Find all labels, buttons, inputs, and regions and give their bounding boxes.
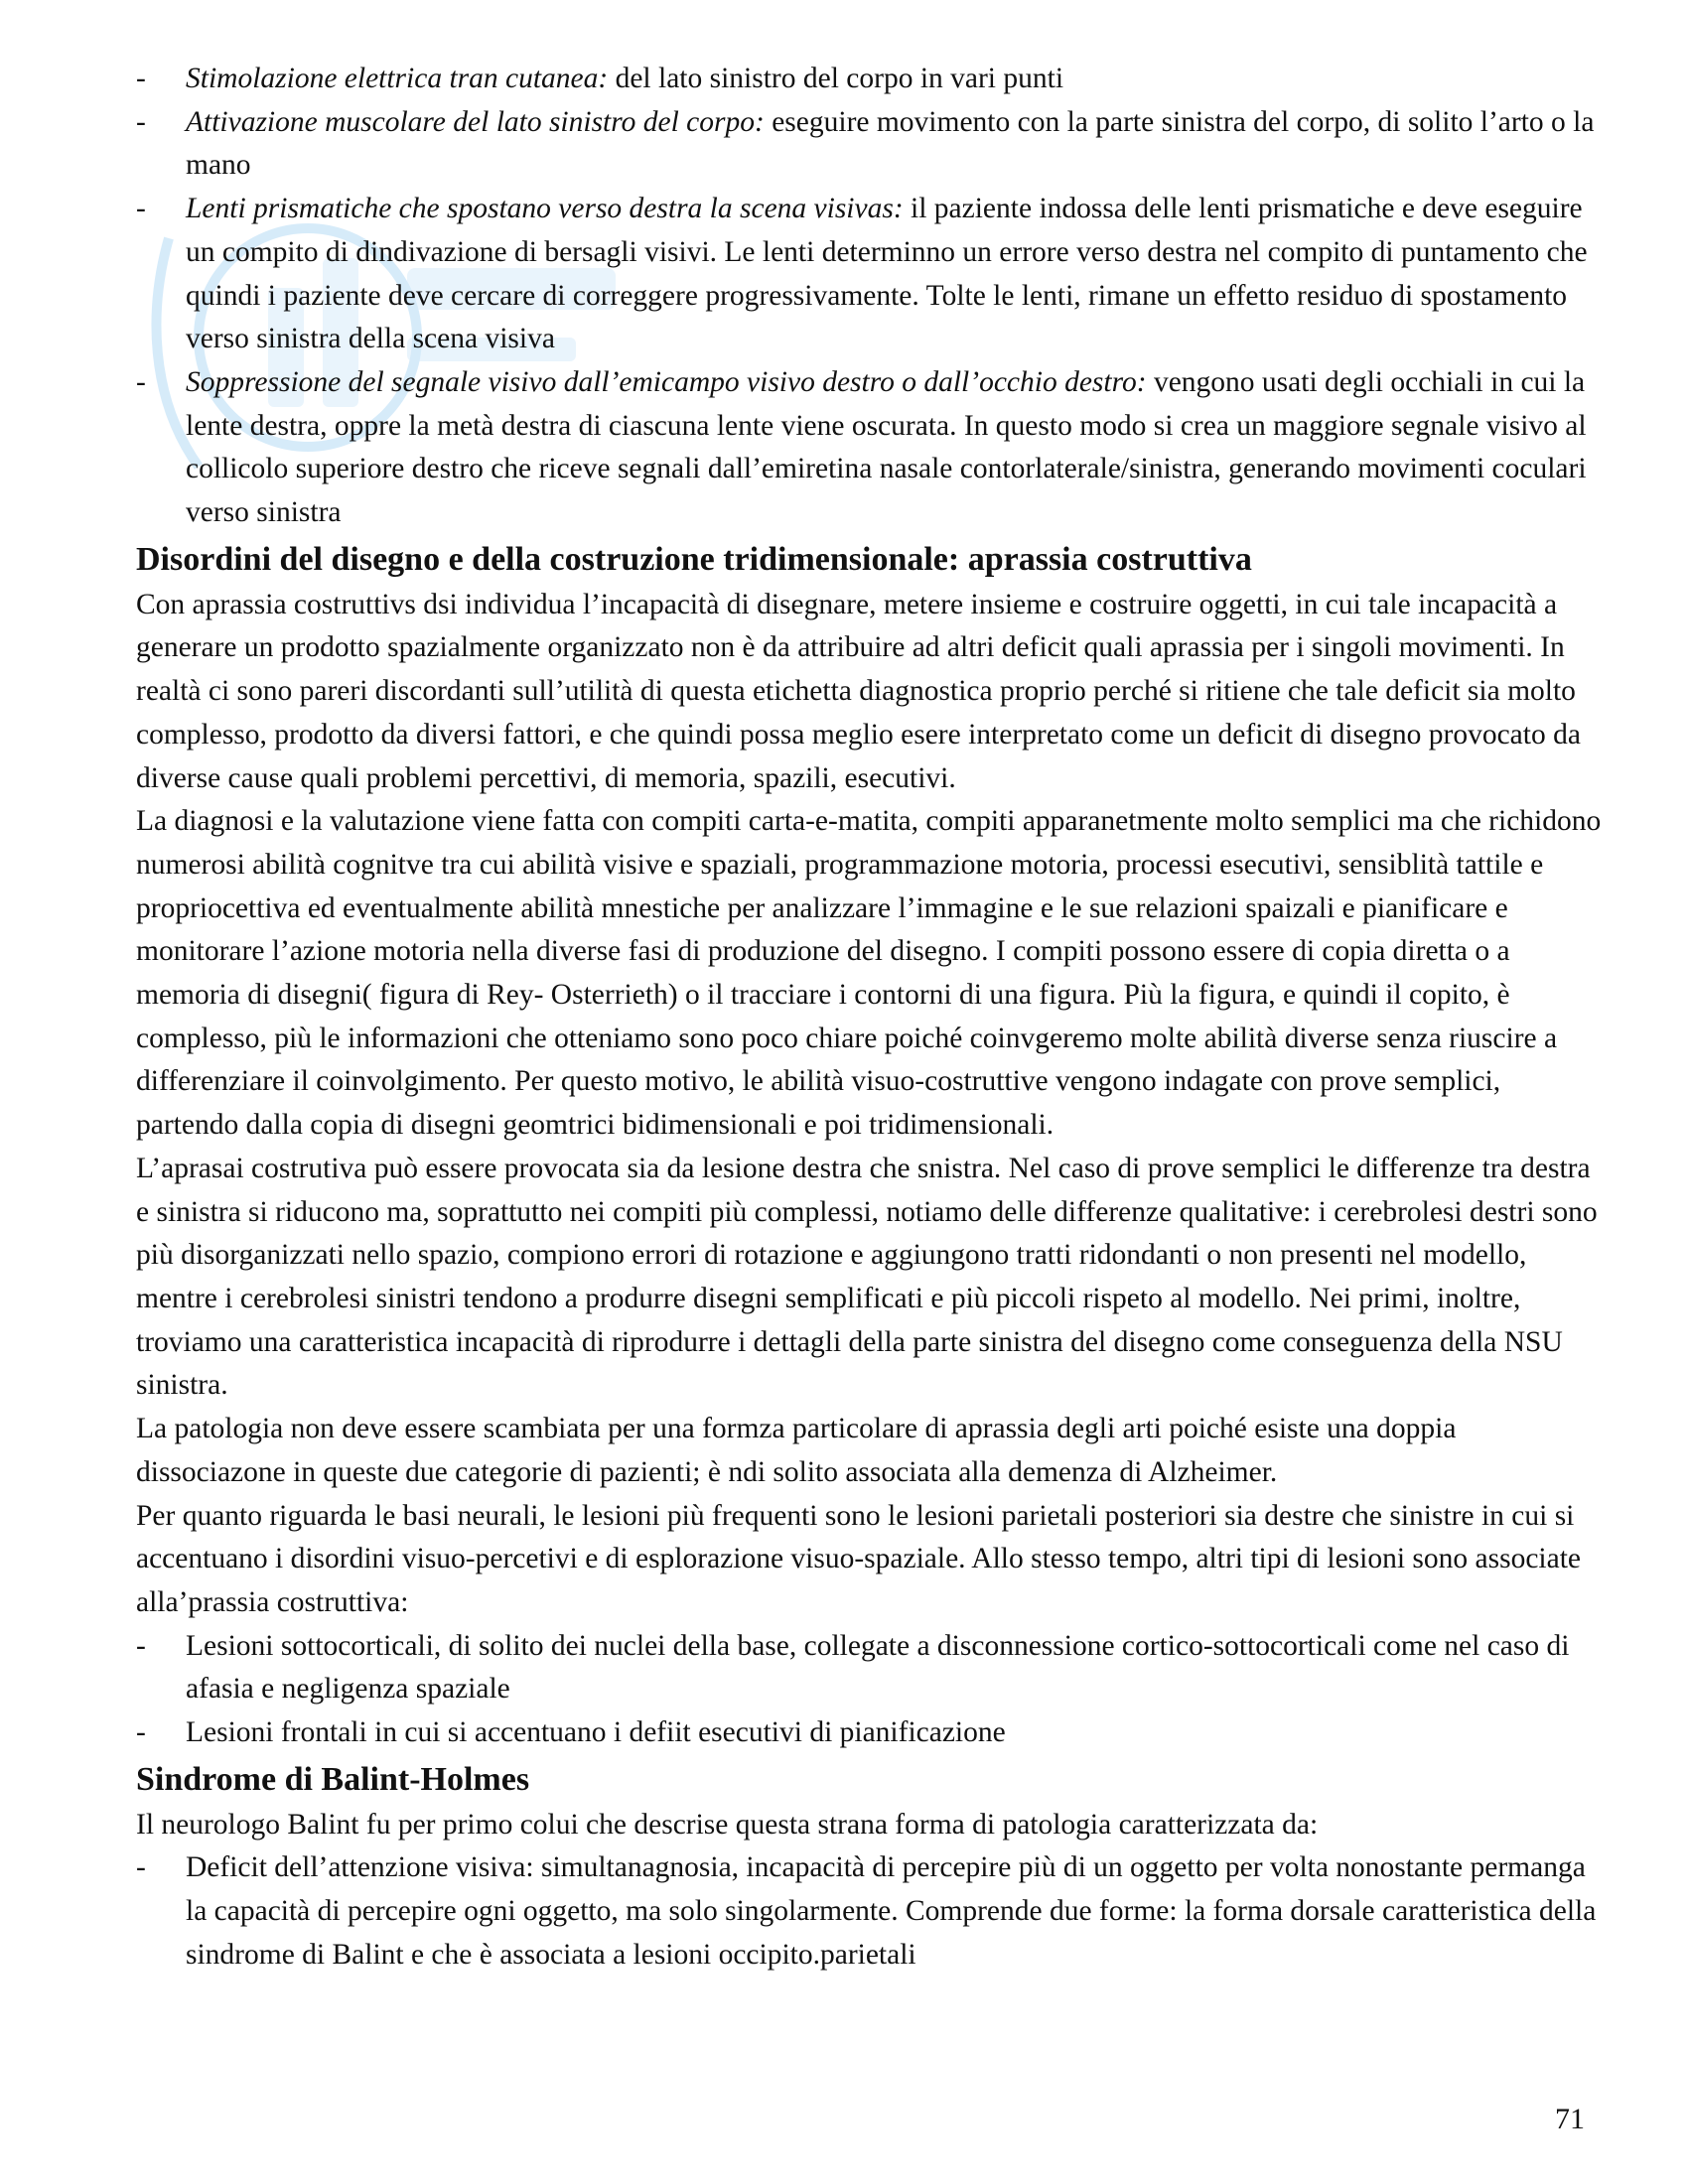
bullet-dash: - xyxy=(136,63,146,94)
paragraph: Il neurologo Balint fu per primo colui che descrise questa strana forma di patologia caratterizzata da: xyxy=(136,1808,1319,1841)
paragraph: La patologia non deve essere scambiata per una formza particolare di aprassia degli arti poiché esiste una doppia dissociazone in queste due categorie di pazienti; è ndi solito associata alla demenza di Alzheimer. xyxy=(136,1413,1457,1488)
list-item xyxy=(136,361,1606,535)
paragraph: L’aprasai costrutiva può essere provocata sia da lesione destra che snistra. Nel caso di prove semplici le differenze tra destra e sinistra si riducono ma, soprattutto nei compiti più complessi, notiamo delle differenze qualitative: i cerebrolesi destri sono più disorganizzati nello spazio, compiono errori di rotazione e aggiungono tratti ridondanti o non presenti nel modello, mentre i cerebrolesi sinistri tendono a produrre disegni semplificati e più piccoli rispeto al modello. Nei primi, inoltre, troviamo una caratteristica incapacità di riprodurre i dettagli della parte sinistra del disegno come conseguenza della NSU sinistra. xyxy=(136,1152,1598,1402)
bullet-dash: - xyxy=(136,1851,146,1884)
paragraph: Con aprassia costruttivs dsi individua l’incapacità di disegnare, metere insieme e costruire oggetti, in cui tale incapacità a generare un prodotto spazialmente organizzato non è da attribuire ad altri deficit quali aprassia per i singoli movimenti. In realtà ci sono pareri discordanti sull’utilità di questa etichetta diagnostica proprio perché si ritiene che tale deficit sia molto complesso, prodotto da diversi fattori, e che quindi possa meglio esere interpretato come un deficit di disegno provocato da diverse cause quali problemi percettivi, di memoria, spazili, esecutivi. xyxy=(136,588,1581,794)
bullet-text: Deficit dell’attenzione visiva: simultanagnosia, incapacità di percepire più di un oggetto per volta nonostante permanga la capacità di percepire ogni oggetto, ma solo singolarmente. Comprende due forme: la forma dorsale caratteristica della sindrome di Balint e che è associata a lesioni occipito.parietali xyxy=(186,1851,1597,1971)
list-item xyxy=(136,58,1606,101)
bullet-text: il paziente indossa delle lenti prismatiche e deve eseguire un compito di dindivazione di bersagli visivi. Le lenti determinno un errore verso destra nel compito di puntamento che quindi i paziente deve cercare di correggere progressivamente. Tolte le lenti, rimane un effetto residuo di spostamento verso sinistra della scena visiva xyxy=(186,193,1588,355)
bullet-lead: Attivazione muscolare del lato sinistro del corpo: xyxy=(186,105,765,138)
document-page xyxy=(136,58,1606,1978)
section-heading-balint: Sindrome di Balint-Holmes xyxy=(136,1760,530,1798)
bullet-lead: Stimolazione elettrica tran cutanea: xyxy=(186,63,609,94)
list-item xyxy=(136,1625,1606,1711)
list-item xyxy=(136,1711,1606,1755)
paragraph: La diagnosi e la valutazione viene fatta con compiti carta-e-matita, compiti apparanetmente molto semplici ma che richidono numerosi abilità cognitve tra cui abilità visive e spaziali, programmazione motoria, processi esecutivi, sensiblità tattile e propriocettiva ed eventualmente abilità mnestiche per analizzare l’immagine e le sue relazioni spaizali e pianificare e monitorare l’azione motoria nella diverse fasi di produzione del disegno. I compiti possono essere di copia diretta o a memoria di disegni( figura di Rey- Osterrieth) o il tracciare i contorni di una figura. Più la figura, e quindi il copito, è complesso, più le informazioni che otteniamo sono poco chiare poiché coinvgeremo molte abilità diverse senza riuscire a differenziare il coinvolgimento. Per questo motivo, le abilità visuo-costruttive vengono indagate con prove semplici, partendo dalla copia di disegni geomtrici bidimensionali e poi tridimensionali. xyxy=(136,805,1602,1142)
bullet-dash: - xyxy=(136,1716,146,1749)
bullet-dash: - xyxy=(136,105,146,138)
list-item xyxy=(136,1846,1606,1977)
bullet-dash: - xyxy=(136,1629,146,1662)
paragraph: Per quanto riguarda le basi neurali, le lesioni più frequenti sono le lesioni parietali posteriori sia destre che sinistre in cui si accentuano i disordini visuo-percetivi e di esplorazione visuo-spaziale. Allo stesso tempo, altri tipi di lesioni sono associate alla’prassia costruttiva: xyxy=(136,1499,1581,1618)
bullet-dash: - xyxy=(136,365,146,398)
bullet-text: Lesioni frontali in cui si accentuano i defiit esecutivi di pianificazione xyxy=(186,1716,1006,1749)
bullet-list-balint xyxy=(136,1846,1606,1977)
bullet-text: eseguire movimento con la parte sinistra del corpo, di solito l’arto o la mano xyxy=(186,105,1595,182)
bullet-lead: Lenti prismatiche che spostano verso destra la scena visivas: xyxy=(186,193,904,225)
section-heading-aprassia: Disordini del disegno e della costruzione tridimensionale: aprassia costruttiva xyxy=(136,540,1252,578)
bullet-list-lesioni xyxy=(136,1625,1606,1755)
bullet-text: Lesioni sottocorticali, di solito dei nuclei della base, collegate a disconnessione cortico-sottocorticali come nel caso di afasia e negligenza spaziale xyxy=(186,1629,1570,1706)
page-number: 71 xyxy=(1555,2103,1585,2135)
bullet-list-top xyxy=(136,58,1606,535)
bullet-lead: Soppressione del segnale visivo dall’emicampo visivo destro o dall’occhio destro: xyxy=(186,365,1147,398)
bullet-text: vengono usati degli occhiali in cui la lente destra, oppre la metà destra di ciascuna lente viene oscurata. In questo modo si crea un maggiore segnale visivo al collicolo superiore destro che riceve segnali dall’emiretina nasale contorlaterale/sinistra, generando movimenti coculari verso sinistra xyxy=(186,365,1587,529)
bullet-text: del lato sinistro del corpo in vari punti xyxy=(608,63,1064,94)
bullet-dash: - xyxy=(136,193,146,225)
list-item xyxy=(136,188,1606,361)
list-item xyxy=(136,101,1606,188)
